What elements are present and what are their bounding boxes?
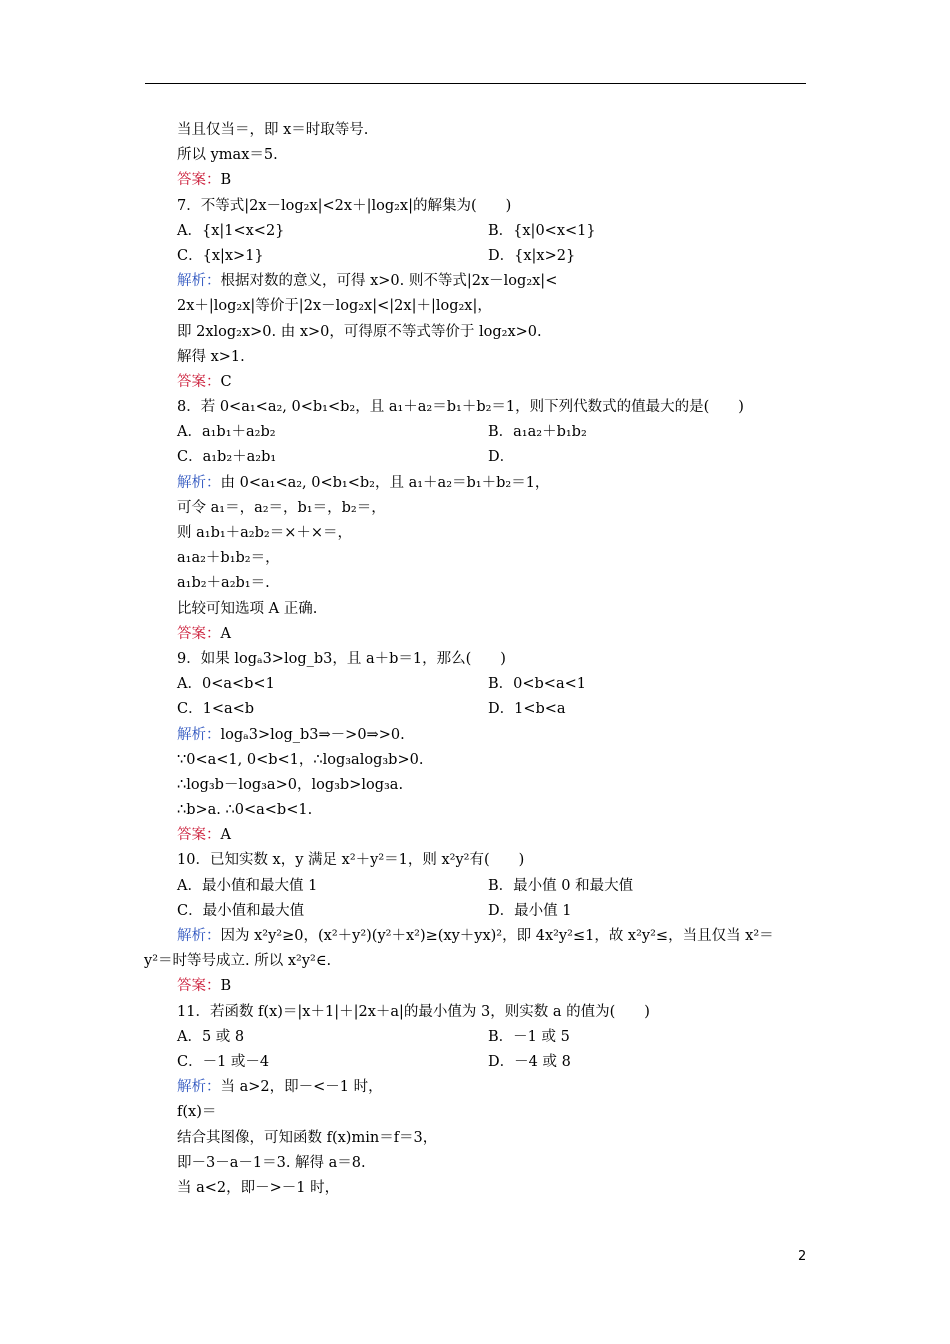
option-right: D．1<b<a <box>488 701 566 718</box>
option-row <box>177 244 817 269</box>
option-right: B．a₁a₂＋b₁b₂ <box>488 424 587 441</box>
option-left: C．最小值和最大值 <box>177 902 305 919</box>
header-rule <box>145 83 806 84</box>
analysis-line <box>177 471 817 496</box>
answer-value: C <box>220 373 232 390</box>
text-line: 可令 a₁＝，a₂＝，b₁＝，b₂＝， <box>177 499 386 516</box>
document-body <box>144 118 817 1201</box>
option-left: C．1<a<b <box>177 701 255 718</box>
text-line: 当且仅当＝，即 x＝时取等号. <box>177 122 369 138</box>
text-line: ∵0<a<1, 0<b<1，∴log₃alog₃b>0. <box>177 751 424 768</box>
analysis-label: 解析： <box>177 726 221 743</box>
option-right: B．最小值 0 和最大值 <box>488 877 634 894</box>
analysis-line <box>177 723 817 748</box>
option-row <box>177 899 817 924</box>
answer-label: 答案： <box>177 827 221 844</box>
text-line: 10．已知实数 x，y 满足 x²＋y²＝1，则 x²y²有( ) <box>177 852 525 869</box>
option-left: A．a₁b₁＋a₂b₂ <box>177 424 276 441</box>
page-number: 2 <box>798 1249 807 1264</box>
analysis-label: 解析： <box>177 474 221 491</box>
option-left: C．{x|x>1} <box>177 247 264 264</box>
option-left: A．0<a<b<1 <box>177 676 275 693</box>
analysis-text: 由 0<a₁<a₂, 0<b₁<b₂，且 a₁＋a₂＝b₁＋b₂＝1， <box>220 474 550 491</box>
text-line: f(x)＝ <box>177 1104 217 1121</box>
analysis-label: 解析： <box>177 1079 221 1096</box>
option-row <box>177 219 817 244</box>
answer-value: B <box>220 978 232 995</box>
option-right: D． <box>488 449 515 466</box>
text-line: 2x＋|log₂x|等价于|2x－log₂x|<|2x|＋|log₂x|， <box>177 298 492 315</box>
option-right: B．－1 或 5 <box>488 1028 570 1045</box>
answer-line <box>177 168 817 193</box>
text-line: ∴b>a. ∴0<a<b<1. <box>177 802 313 819</box>
answer-value: A <box>220 625 231 642</box>
text-line: y²＝时等号成立. 所以 x²y²∈. <box>144 953 332 970</box>
answer-line <box>177 823 817 848</box>
option-left: C．a₁b₂＋a₂b₁ <box>177 449 277 466</box>
option-right: D．最小值 1 <box>488 902 572 919</box>
option-row <box>177 1025 817 1050</box>
answer-label: 答案： <box>177 978 221 995</box>
text-line: 解得 x>1. <box>177 348 245 365</box>
analysis-line <box>177 1075 817 1100</box>
option-right: B．0<b<a<1 <box>488 676 586 693</box>
answer-line <box>177 974 817 999</box>
option-left: A．{x|1<x<2} <box>177 222 285 239</box>
text-line: a₁b₂＋a₂b₁＝. <box>177 575 270 592</box>
answer-label: 答案： <box>177 373 221 390</box>
answer-line <box>177 622 817 647</box>
option-right: D．{x|x>2} <box>488 247 576 264</box>
text-line: 当 a<2，即－>－1 时， <box>177 1179 340 1196</box>
text-line: 7．不等式|2x－log₂x|<2x＋|log₂x|的解集为( ) <box>177 197 512 214</box>
text-line: 即－3－a－1＝3. 解得 a＝8. <box>177 1154 366 1171</box>
text-line: 则 a₁b₁＋a₂b₂＝×＋×＝， <box>177 525 353 541</box>
text-line: 结合其图像，可知函数 f(x)min＝f＝3， <box>177 1129 438 1146</box>
analysis-text: logₐ3>log_b3⇒－>0⇒>0. <box>220 726 405 743</box>
text-line: ∴log₃b－log₃a>0，log₃b>log₃a. <box>177 776 404 793</box>
option-left: C．－1 或－4 <box>177 1053 270 1070</box>
analysis-line <box>177 924 817 949</box>
answer-label: 答案： <box>177 625 221 642</box>
text-line: 11．若函数 f(x)＝|x＋1|＋|2x＋a|的最小值为 3，则实数 a 的值为( ) <box>177 1003 650 1020</box>
option-left: A．5 或 8 <box>177 1028 245 1045</box>
analysis-line <box>177 269 817 294</box>
analysis-text: 因为 x²y²≥0，(x²＋y²)(y²＋x²)≥(xy＋yx)²，即 4x²y²≤1，故 x²y²≤，当且仅当 x²＝ <box>220 928 774 944</box>
analysis-label: 解析： <box>177 928 221 944</box>
answer-label: 答案： <box>177 172 221 189</box>
text-line: 8．若 0<a₁<a₂, 0<b₁<b₂，且 a₁＋a₂＝b₁＋b₂＝1，则下列代数式的值最大的是( ) <box>177 399 744 416</box>
analysis-label: 解析： <box>177 273 221 290</box>
option-row <box>177 445 817 470</box>
answer-line <box>177 370 817 395</box>
option-right: B．{x|0<x<1} <box>488 222 596 239</box>
analysis-text: 根据对数的意义，可得 x>0. 则不等式|2x－log₂x|< <box>220 273 558 290</box>
text-line: 9．如果 logₐ3>log_b3，且 a＋b＝1，那么( ) <box>177 650 506 667</box>
text-line: 所以 ymax＝5. <box>177 147 278 164</box>
option-row <box>177 672 817 697</box>
answer-value: A <box>220 827 231 844</box>
text-line: a₁a₂＋b₁b₂＝， <box>177 550 280 567</box>
text-line: 即 2xlog₂x>0. 由 x>0，可得原不等式等价于 log₂x>0. <box>177 323 542 340</box>
text-line: 比较可知选项 A 正确. <box>177 600 318 617</box>
option-row <box>177 1050 817 1075</box>
answer-value: B <box>220 172 232 189</box>
analysis-text: 当 a>2，即－<－1 时， <box>220 1079 383 1096</box>
option-right: D．－4 或 8 <box>488 1053 571 1070</box>
option-row <box>177 420 817 445</box>
option-row <box>177 697 817 722</box>
option-row <box>177 874 817 899</box>
option-left: A．最小值和最大值 1 <box>177 877 318 894</box>
